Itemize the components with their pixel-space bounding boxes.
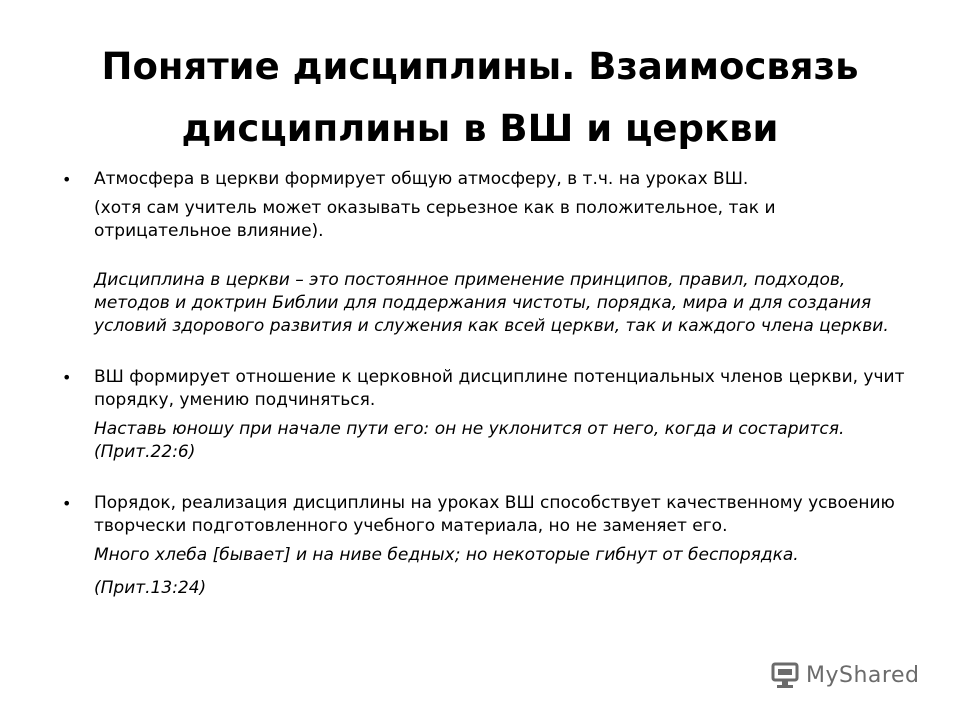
scripture-quote: Наставь юношу при начале пути его: он не уклонится от него, когда и состарится. (Прит.22:6) bbox=[94, 419, 845, 462]
presentation-icon bbox=[770, 661, 800, 689]
paragraph: (хотя сам учитель может оказывать серьезное как в положительное, так и отрицательное влияние). bbox=[94, 198, 776, 241]
bullet-item bbox=[62, 366, 912, 412]
bullet-dot: • bbox=[62, 494, 72, 513]
scripture-quote: Много хлеба [бывает] и на ниве бедных; но некоторые гибнут от беспорядка. bbox=[94, 545, 799, 565]
watermark bbox=[770, 660, 919, 690]
bullet-text: ВШ формирует отношение к церковной дисциплине потенциальных членов церкви, учит порядку, умению подчиняться. bbox=[94, 367, 905, 410]
bullet-text: Атмосфера в церкви формирует общую атмосферу, в т.ч. на уроках ВШ. bbox=[94, 169, 749, 189]
slide-content bbox=[62, 168, 912, 600]
bullet-dot: • bbox=[62, 368, 72, 387]
bullet-item bbox=[62, 492, 912, 538]
slide-title bbox=[40, 36, 920, 160]
definition-paragraph: Дисциплина в церкви – это постоянное применение принципов, правил, подходов, методов и доктрин Библии для поддержания чистоты, порядка, мира и для создания условий здорового развития и служения как всей церкви, так и каждого члена церкви. bbox=[94, 270, 889, 336]
title-line-1: Понятие дисциплины. Взаимосвязь bbox=[101, 45, 859, 88]
bullet-item bbox=[62, 168, 912, 191]
bullet-text: Порядок, реализация дисциплины на уроках ВШ способствует качественному усвоению творчески подготовленного учебного материала, но не заменяет его. bbox=[94, 493, 895, 536]
watermark-text: MyShared bbox=[806, 662, 920, 688]
scripture-reference: (Прит.13:24) bbox=[94, 578, 207, 598]
bullet-dot: • bbox=[62, 170, 72, 189]
title-line-2: дисциплины в ВШ и церкви bbox=[181, 107, 779, 150]
